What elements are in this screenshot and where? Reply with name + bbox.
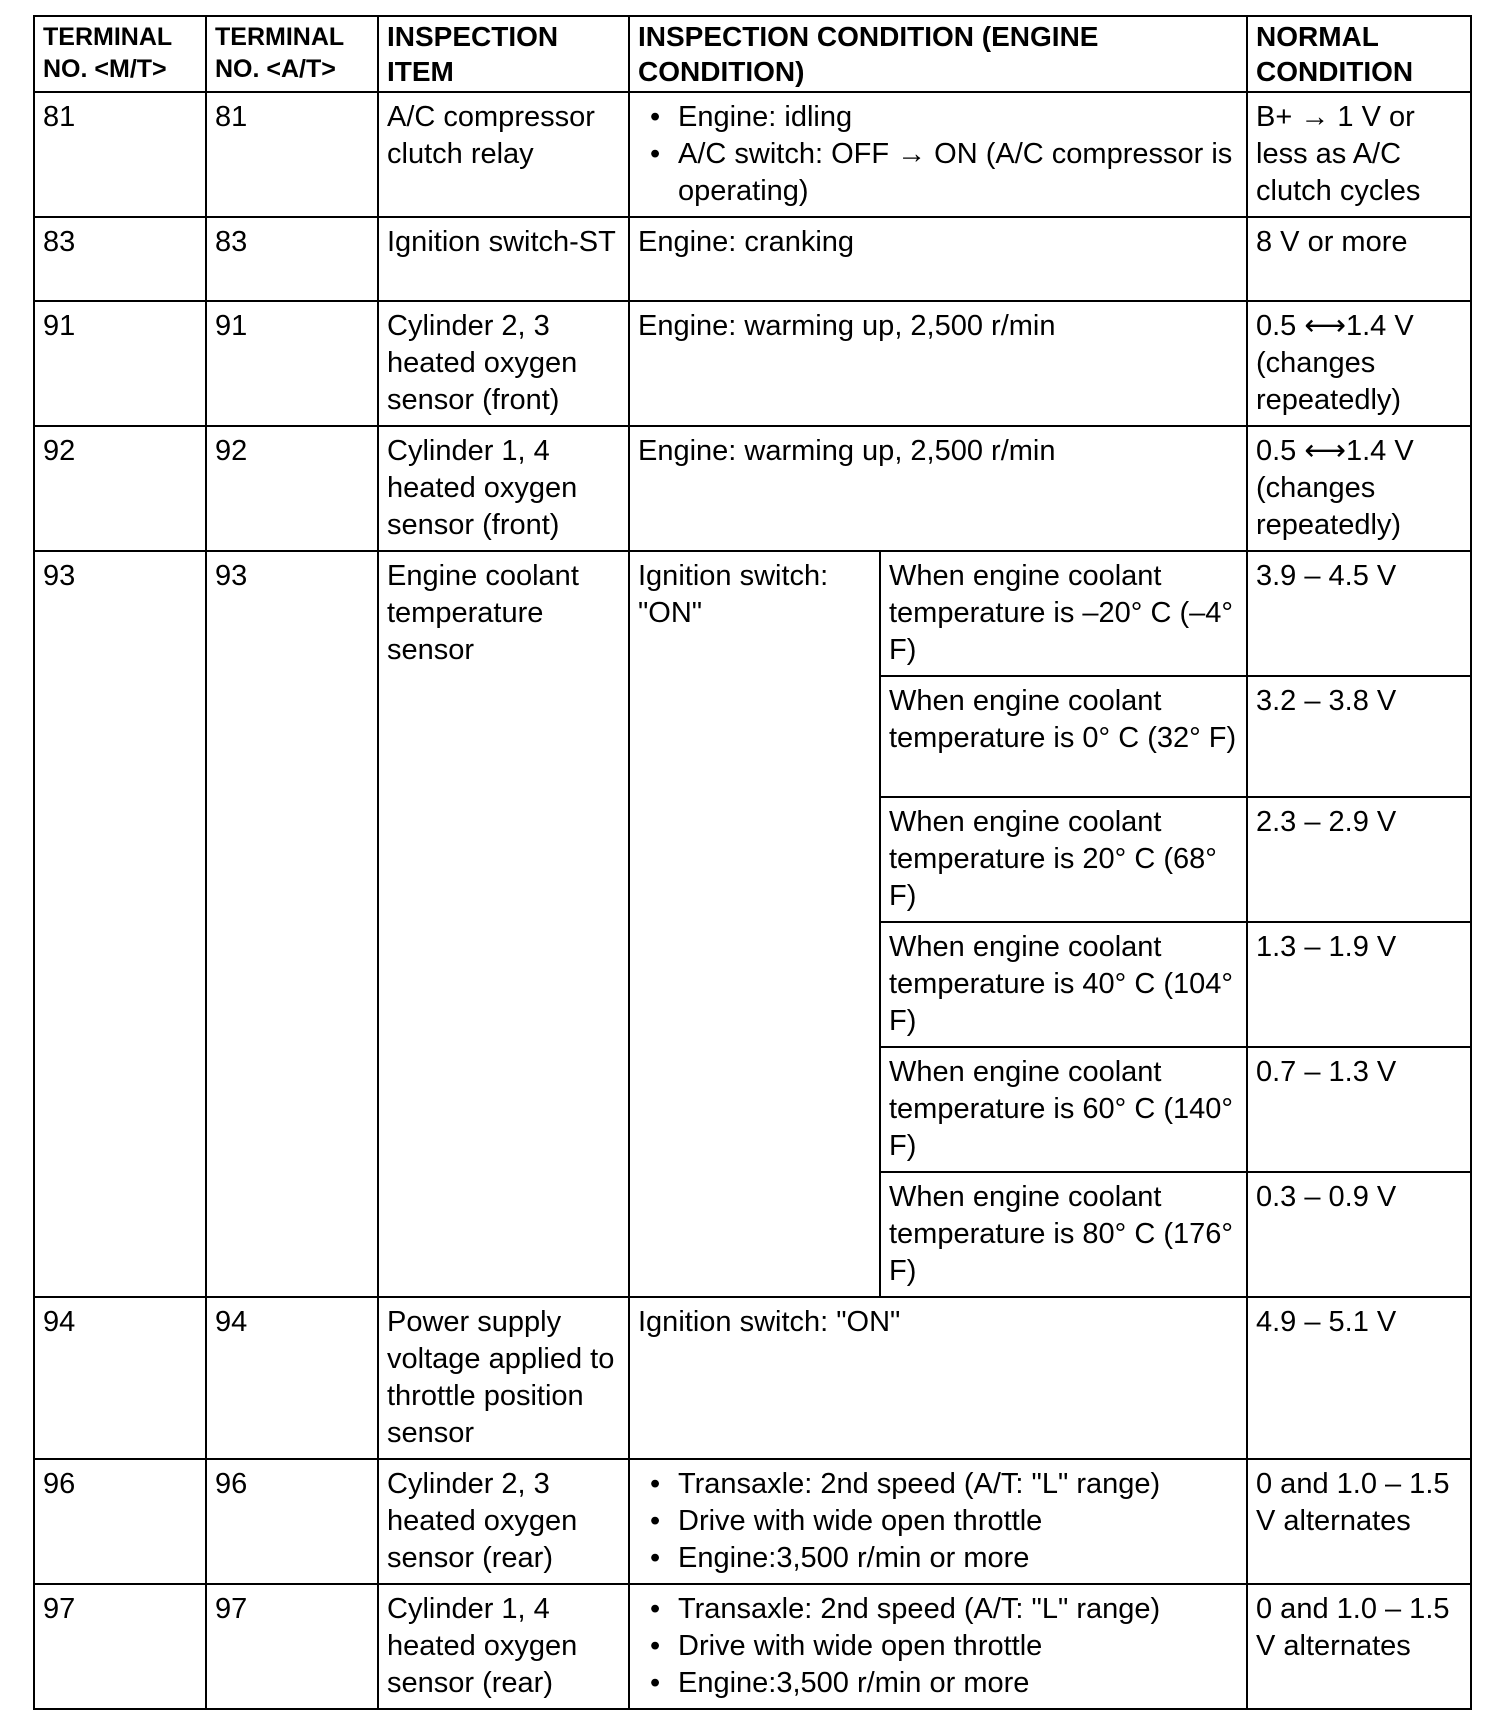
header-row (34, 16, 1471, 92)
terminal-mt-cell: 96 (34, 1459, 206, 1584)
table-row (34, 551, 1471, 676)
terminal-mt-cell: 81 (34, 92, 206, 217)
condition-item: • Transaxle: 2nd speed (A/T: "L" range) (638, 1591, 1238, 1628)
condition-item: • Engine: idling (638, 99, 1238, 136)
terminal-mt-cell: 94 (34, 1297, 206, 1459)
header-terminal-mt: TERMINAL NO. <M/T> (34, 16, 206, 92)
normal-condition-cell: 8 V or more (1247, 217, 1471, 301)
inspection-condition-cell (629, 1584, 1247, 1709)
inspection-item-cell: Cylinder 2, 3 heated oxygen sensor (front) (378, 301, 629, 426)
condition-item: • A/C switch: OFF → ON (A/C compressor is operating) (638, 136, 1238, 210)
inspection-table (33, 15, 1472, 1710)
sub-condition-cell: When engine coolant temperature is 0° C (32° F) (880, 676, 1247, 797)
header-terminal-at: TERMINAL NO. <A/T> (206, 16, 378, 92)
condition-list (638, 99, 1238, 210)
normal-condition-cell: 2.3 – 2.9 V (1247, 797, 1471, 922)
sub-condition-cell: When engine coolant temperature is 60° C (140° F) (880, 1047, 1247, 1172)
table-row (34, 217, 1471, 301)
table-row (34, 92, 1471, 217)
terminal-at-cell: 91 (206, 301, 378, 426)
condition-item: • Engine:3,500 r/min or more (638, 1665, 1238, 1702)
terminal-mt-cell: 83 (34, 217, 206, 301)
sub-condition-cell: When engine coolant temperature is 80° C (176° F) (880, 1172, 1247, 1297)
sub-condition-cell: When engine coolant temperature is 40° C (104° F) (880, 922, 1247, 1047)
normal-condition-cell: 4.9 – 5.1 V (1247, 1297, 1471, 1459)
inspection-item-cell: Engine coolant temperature sensor (378, 551, 629, 1297)
normal-condition-cell: 0.7 – 1.3 V (1247, 1047, 1471, 1172)
normal-condition-cell: 0 and 1.0 – 1.5 V alternates (1247, 1459, 1471, 1584)
inspection-item-cell: Ignition switch-ST (378, 217, 629, 301)
table-row (34, 1297, 1471, 1459)
normal-condition-cell: 1.3 – 1.9 V (1247, 922, 1471, 1047)
terminal-at-cell: 96 (206, 1459, 378, 1584)
condition-item: • Drive with wide open throttle (638, 1503, 1238, 1540)
terminal-at-cell: 93 (206, 551, 378, 1297)
normal-condition-cell: B+ → 1 V or less as A/C clutch cycles (1247, 92, 1471, 217)
table-row (34, 1459, 1471, 1584)
inspection-item-cell: Cylinder 1, 4 heated oxygen sensor (front) (378, 426, 629, 551)
table-row (34, 301, 1471, 426)
inspection-condition-cell: Engine: warming up, 2,500 r/min (629, 301, 1247, 426)
header-normal-condition: NORMAL CONDITION (1247, 16, 1471, 92)
inspection-condition-cell: Ignition switch: "ON" (629, 1297, 1247, 1459)
terminal-mt-cell: 91 (34, 301, 206, 426)
condition-item: • Engine:3,500 r/min or more (638, 1540, 1238, 1577)
normal-condition-cell: 0.5 ⟷1.4 V (changes repeatedly) (1247, 301, 1471, 426)
inspection-condition-cell (629, 92, 1247, 217)
normal-condition-cell: 0.3 – 0.9 V (1247, 1172, 1471, 1297)
normal-condition-cell: 3.9 – 4.5 V (1247, 551, 1471, 676)
condition-item: • Drive with wide open throttle (638, 1628, 1238, 1665)
condition-list (638, 1466, 1238, 1577)
terminal-at-cell: 92 (206, 426, 378, 551)
normal-condition-cell: 0 and 1.0 – 1.5 V alternates (1247, 1584, 1471, 1709)
terminal-at-cell: 81 (206, 92, 378, 217)
table-row (34, 1584, 1471, 1709)
condition-item: • Transaxle: 2nd speed (A/T: "L" range) (638, 1466, 1238, 1503)
inspection-condition-cell: Ignition switch: "ON" (629, 551, 880, 1297)
normal-condition-cell: 0.5 ⟷1.4 V (changes repeatedly) (1247, 426, 1471, 551)
terminal-mt-cell: 93 (34, 551, 206, 1297)
terminal-mt-cell: 92 (34, 426, 206, 551)
terminal-at-cell: 97 (206, 1584, 378, 1709)
sub-condition-cell: When engine coolant temperature is 20° C (68° F) (880, 797, 1247, 922)
header-inspection-item: INSPECTION ITEM (378, 16, 629, 92)
inspection-item-cell: Cylinder 1, 4 heated oxygen sensor (rear) (378, 1584, 629, 1709)
header-inspection-condition: INSPECTION CONDITION (ENGINE CONDITION) (629, 16, 1247, 92)
inspection-condition-cell: Engine: cranking (629, 217, 1247, 301)
terminal-at-cell: 94 (206, 1297, 378, 1459)
table-row (34, 426, 1471, 551)
terminal-mt-cell: 97 (34, 1584, 206, 1709)
inspection-item-cell: Power supply voltage applied to throttle position sensor (378, 1297, 629, 1459)
condition-list (638, 1591, 1238, 1702)
inspection-condition-cell (629, 1459, 1247, 1584)
normal-condition-cell: 3.2 – 3.8 V (1247, 676, 1471, 797)
sub-condition-cell: When engine coolant temperature is –20° C (–4° F) (880, 551, 1247, 676)
inspection-condition-cell: Engine: warming up, 2,500 r/min (629, 426, 1247, 551)
inspection-item-cell: Cylinder 2, 3 heated oxygen sensor (rear) (378, 1459, 629, 1584)
terminal-at-cell: 83 (206, 217, 378, 301)
inspection-item-cell: A/C compressor clutch relay (378, 92, 629, 217)
